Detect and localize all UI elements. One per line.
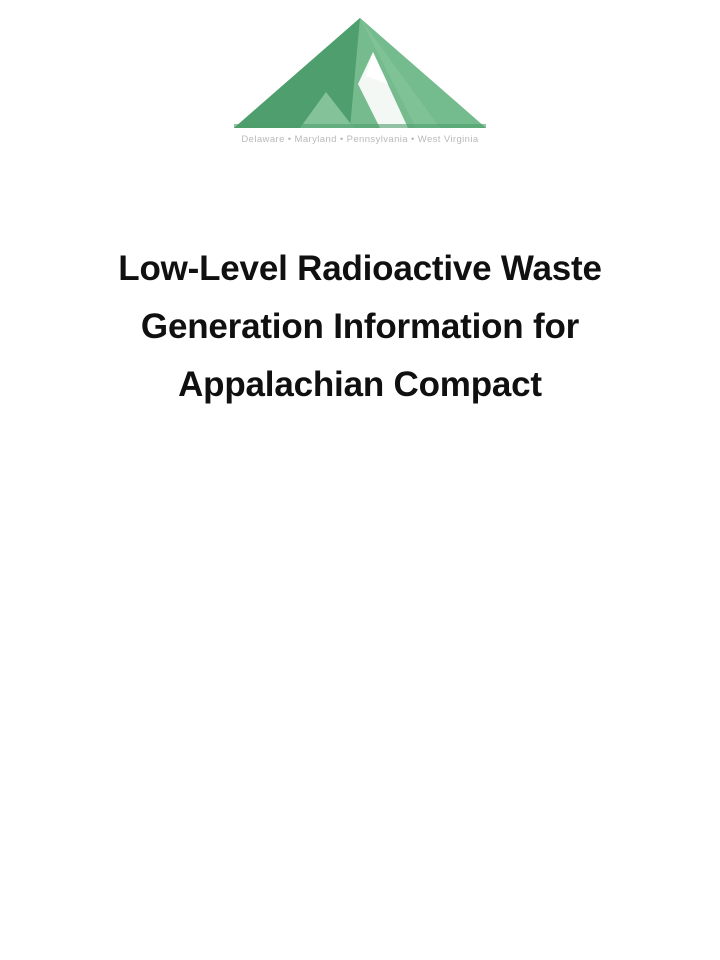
page-title-line-2: Generation Information for	[140, 307, 580, 346]
logo-caption: Delaware • Maryland • Pennsylvania • West Virginia	[241, 134, 479, 145]
page-title	[60, 240, 660, 414]
logo-block	[0, 14, 720, 145]
appalachian-compact-mountain-logo	[230, 14, 490, 132]
page-title-line-1: Low-Level Radioactive Waste	[118, 249, 602, 288]
page-title-line-3: Appalachian Compact	[178, 365, 542, 404]
